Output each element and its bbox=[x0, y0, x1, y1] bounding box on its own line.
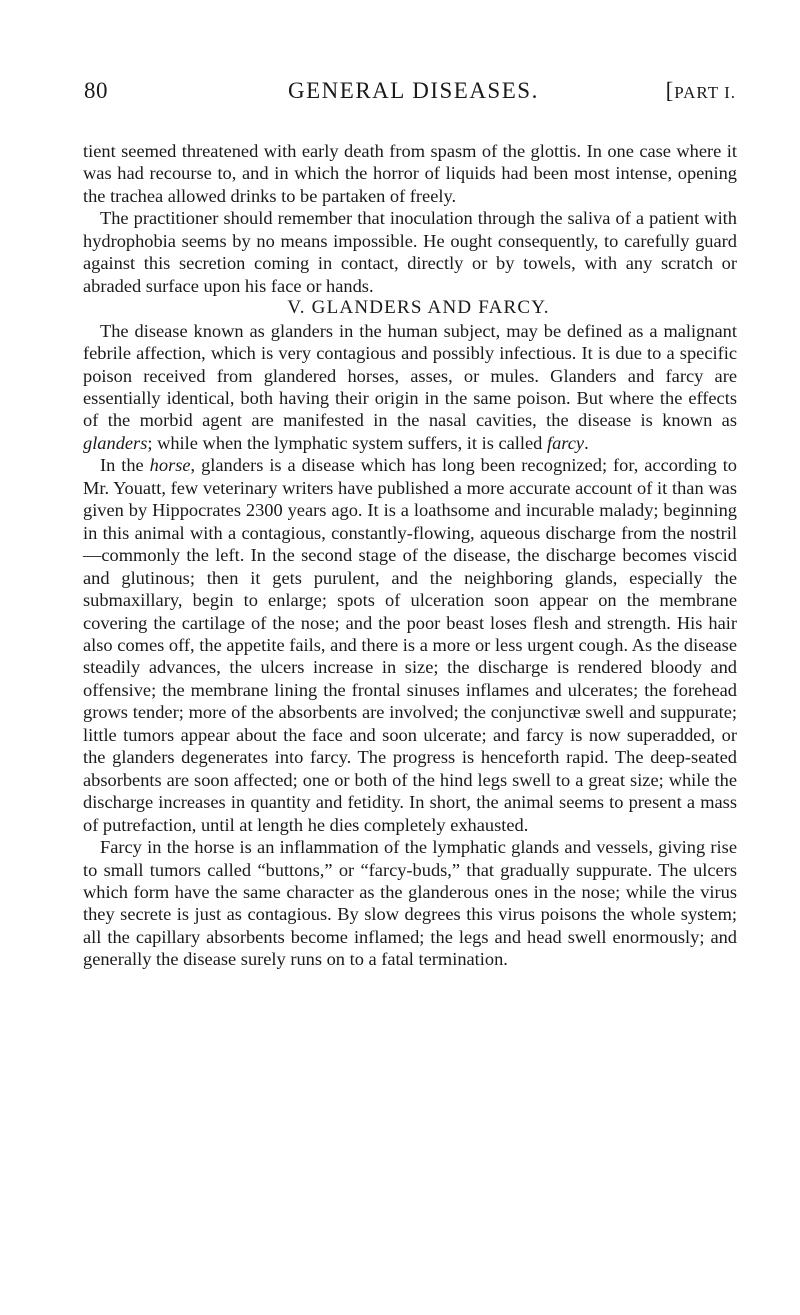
paragraph-saliva-warning: The practitioner should remember that inoculation through the saliva of a patient with hydrophobia seems by no means impossible. He ought consequently, to carefully guard against this secretion coming in contact, directly or by towels, with any scratch or abraded surface upon his face or hands. bbox=[83, 208, 737, 296]
body-text bbox=[83, 140, 737, 971]
text-run: ; while when the lymphatic system suffers, it is called bbox=[147, 432, 547, 453]
text-run: , glanders is a disease which has long been recognized; for, according to Mr. Youatt, few veterinary writers have published a more accurate account of it than was given by Hippocrates 2300 years ago. It is a loathsome and incurable malady; beginning in this animal with a contagious, constantly-flowing, aqueous discharge from the nostril —commonly the left. In the second stage of the disease, the discharge becomes viscid and glutinous; then it gets purulent, and the neighboring glands, especially the submaxillary, begin to enlarge; spots of ulceration soon appear on the membrane covering the cartilage of the nose; and the poor beast loses flesh and strength. His hair also comes off, the appetite fails, and there is a more or less urgent cough. As the disease steadily advances, the ulcers increase in size; the discharge is rendered bloody and offensive; the membrane lining the frontal sinuses inflames and ulcerates; the forehead grows tender; more of the absorbents are involved; the conjunctivæ swell and suppurate; little tumors appear about the face and soon ulcerate; and farcy is now superadded, or the glanders degenerates into farcy. The progress is henceforth rapid. The deep-seated absorbents are soon affected; one or both of the hind legs swell to a great size; while the discharge increases in quantity and fetidity. In short, the animal seems to present a mass of putrefaction, until at length he dies completely exhausted. bbox=[83, 455, 737, 835]
italic-term-horse: horse bbox=[149, 455, 191, 476]
running-title: GENERAL DISEASES. bbox=[288, 78, 539, 103]
section-heading: V. GLANDERS AND FARCY. bbox=[287, 297, 550, 319]
paragraph-farcy-horse: Farcy in the horse is an inflammation of the lymphatic glands and vessels, giving rise to small tumors called “buttons,” or “farcy-buds,” that gradually suppurate. The ulcers which form have the same character as the glanderous ones in the nose; while the virus they secrete is just as contagious. By slow degrees this virus poisons the whole system; all the capillary absorbents become inflamed; the legs and head swell enormously; and generally the disease surely runs on to a fatal termination. bbox=[83, 837, 737, 970]
text-run: . bbox=[584, 432, 589, 453]
italic-term-farcy: farcy bbox=[546, 432, 585, 453]
running-head bbox=[76, 78, 736, 112]
paragraph-horse-glanders bbox=[83, 454, 737, 836]
part-text: PART I. bbox=[674, 83, 736, 102]
italic-term-glanders: glanders bbox=[83, 432, 148, 453]
page-number: 80 bbox=[84, 78, 108, 103]
text-run: The disease known as glanders in the human subject, may be defined as a malignant febrile affection, which is very contagious and possibly infectious. It is due to a specific poison received from glandered horses, asses, or mules. Glanders and farcy are essentially identical, both having their origin in the same poison. But where the effects of the morbid agent are manifested in the nasal cavities, the disease is known as bbox=[83, 320, 737, 431]
part-bracket: [ bbox=[665, 78, 675, 103]
part-label bbox=[666, 78, 736, 104]
paragraph-continuation: tient seemed threatened with early death from spasm of the glottis. In one case where it was had recourse to, and in which the horror of liquids had been most intense, opening the trachea allowed drinks to be partaken of freely. bbox=[83, 141, 737, 206]
paragraph-glanders-definition bbox=[83, 320, 737, 455]
text-run: In the bbox=[100, 455, 150, 476]
